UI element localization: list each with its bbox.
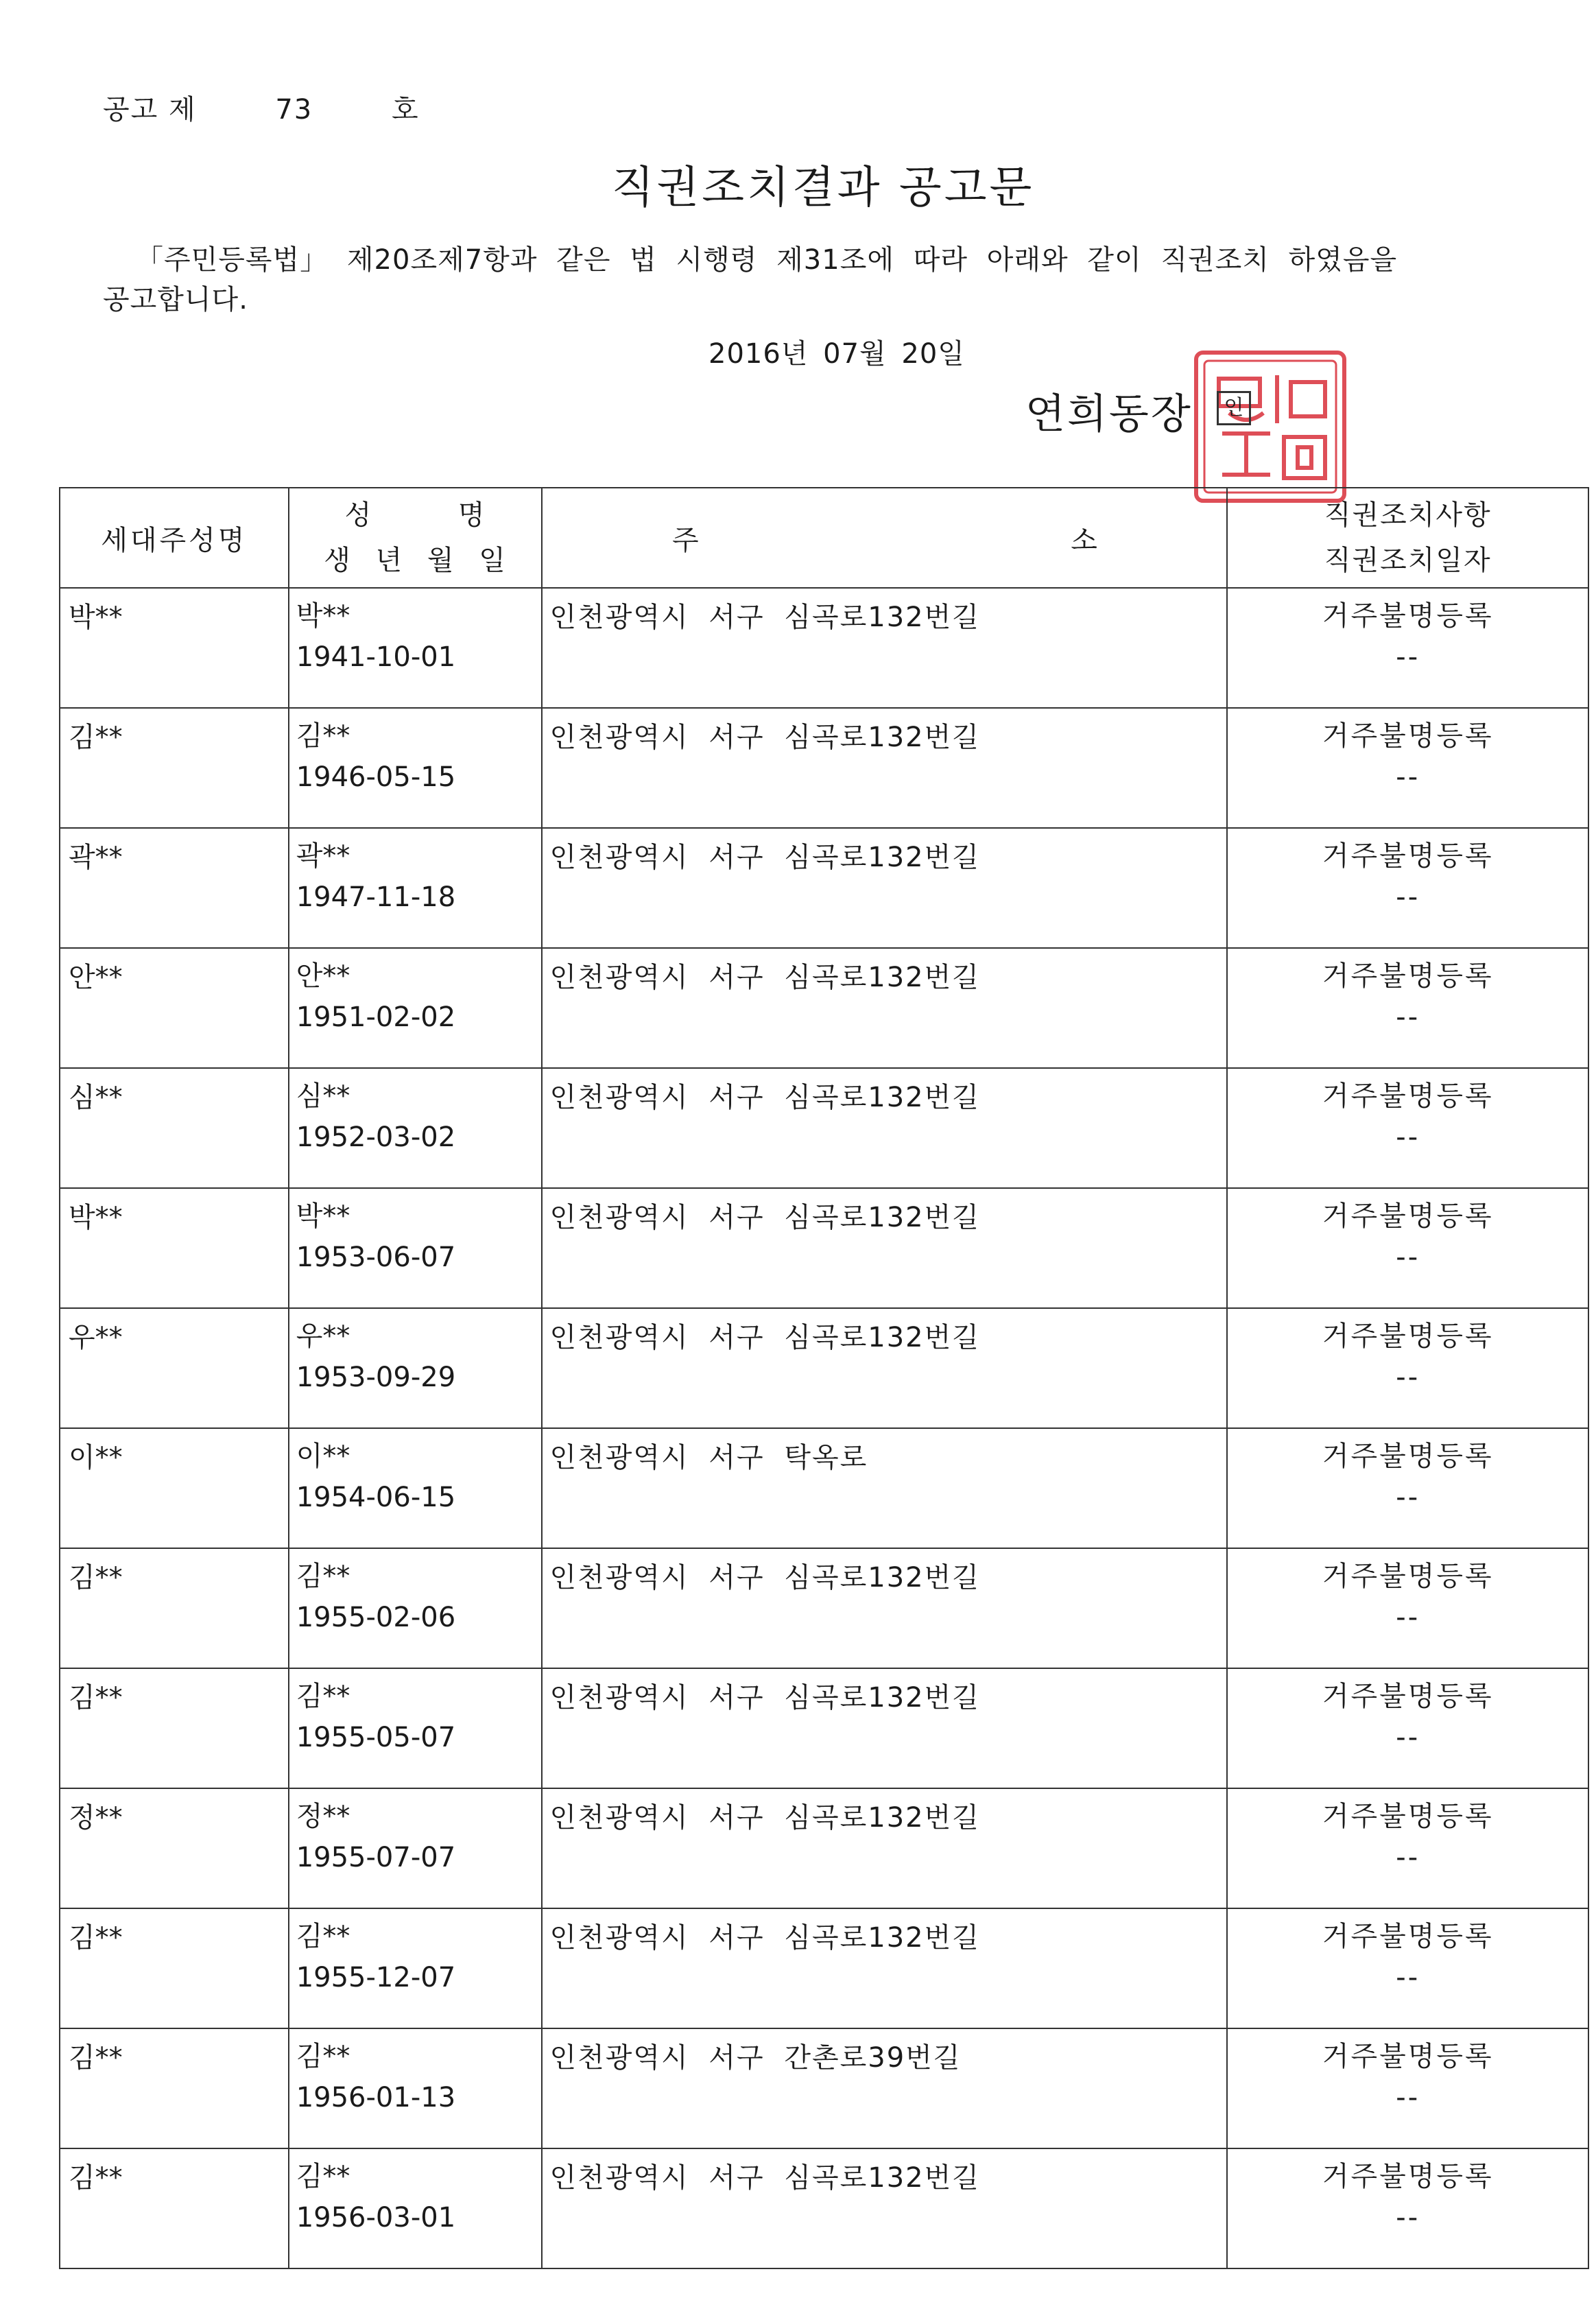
cell-action: [1227, 1428, 1588, 1548]
cell-action-date: --: [1396, 761, 1420, 793]
cell-action-date: --: [1396, 1242, 1420, 1273]
cell-birth: 1956-01-13: [296, 2082, 456, 2113]
cell-name: 김**: [296, 1681, 350, 1712]
header-birth: 생 년 월 일: [324, 545, 507, 576]
cell-name: 박**: [296, 1200, 350, 1232]
cell-action: [1227, 2148, 1588, 2268]
cell-household-head: 김**: [60, 1548, 289, 1668]
table-row: [60, 1308, 1588, 1428]
cell-birth: 1952-03-02: [296, 1122, 456, 1153]
cell-action-type: 거주불명등록: [1322, 1200, 1494, 1232]
cell-address: 인천광역시 서구 심곡로132번길: [542, 1068, 1227, 1188]
cell-action-date: --: [1396, 2202, 1420, 2233]
cell-birth: 1946-05-15: [296, 761, 456, 793]
cell-action-type: 거주불명등록: [1322, 720, 1494, 752]
cell-name-birth: [289, 828, 543, 948]
seal-mark: 인: [1217, 391, 1251, 425]
cell-household-head: 곽**: [60, 828, 289, 948]
action-table: [59, 487, 1589, 2269]
cell-birth: 1953-09-29: [296, 1362, 456, 1393]
cell-name: 김**: [296, 1921, 350, 1952]
cell-household-head: 심**: [60, 1068, 289, 1188]
cell-name-birth: [289, 948, 543, 1068]
cell-address: 인천광역시 서구 심곡로132번길: [542, 1908, 1227, 2028]
cell-name: 곽**: [296, 840, 350, 872]
cell-action-type: 거주불명등록: [1322, 2041, 1494, 2072]
cell-birth: 1941-10-01: [296, 641, 456, 673]
cell-name: 우**: [296, 1320, 350, 1352]
cell-address: 인천광역시 서구 심곡로132번길: [542, 1668, 1227, 1788]
official-seal-icon: [1188, 344, 1353, 509]
cell-action-date: --: [1396, 1002, 1420, 1033]
table-header-row: [60, 488, 1588, 588]
table-row: [60, 828, 1588, 948]
header-household-head: 세대주성명: [60, 488, 289, 588]
official-title: 연희동장: [1025, 390, 1193, 438]
cell-action-type: 거주불명등록: [1322, 1561, 1494, 1592]
cell-action-date: --: [1396, 1842, 1420, 1873]
cell-household-head: 박**: [60, 588, 289, 708]
cell-action-type: 거주불명등록: [1322, 840, 1494, 872]
header-name: 성 명: [344, 499, 486, 531]
notice-suffix: 호: [391, 94, 420, 126]
table-row: [60, 1788, 1588, 1908]
cell-action-type: 거주불명등록: [1322, 1681, 1494, 1712]
notice-prefix: 공고 제: [103, 94, 197, 126]
cell-action-type: 거주불명등록: [1322, 960, 1494, 992]
cell-name: 이**: [296, 1441, 350, 1472]
cell-name: 안**: [296, 960, 350, 992]
cell-name-birth: [289, 588, 543, 708]
cell-address: 인천광역시 서구 심곡로132번길: [542, 588, 1227, 708]
cell-action: [1227, 708, 1588, 828]
cell-birth: 1955-07-07: [296, 1842, 456, 1873]
cell-address: 인천광역시 서구 심곡로132번길: [542, 948, 1227, 1068]
cell-action-type: 거주불명등록: [1322, 1801, 1494, 1832]
cell-household-head: 김**: [60, 1668, 289, 1788]
cell-name-birth: [289, 1788, 543, 1908]
table-row: [60, 588, 1588, 708]
header-action: [1227, 488, 1588, 588]
cell-action-type: 거주불명등록: [1322, 1441, 1494, 1472]
cell-action-date: --: [1396, 1602, 1420, 1633]
cell-address: 인천광역시 서구 심곡로132번길: [542, 708, 1227, 828]
cell-action-type: 거주불명등록: [1322, 1921, 1494, 1952]
table-row: [60, 1068, 1588, 1188]
cell-birth: 1954-06-15: [296, 1482, 456, 1513]
cell-household-head: 안**: [60, 948, 289, 1068]
cell-household-head: 이**: [60, 1428, 289, 1548]
cell-birth: 1951-02-02: [296, 1002, 456, 1033]
cell-birth: 1953-06-07: [296, 1242, 456, 1273]
cell-action-date: --: [1396, 881, 1420, 913]
table-row: [60, 2028, 1588, 2148]
cell-address: 인천광역시 서구 심곡로132번길: [542, 1788, 1227, 1908]
cell-birth: 1947-11-18: [296, 881, 456, 913]
cell-action: [1227, 1668, 1588, 1788]
cell-household-head: 정**: [60, 1788, 289, 1908]
table-row: [60, 1548, 1588, 1668]
cell-action: [1227, 1548, 1588, 1668]
intro-paragraph: 「주민등록법」 제20조제7항과 같은 법 시행령 제31조에 따라 아래와 같이 직권조치 하였음을 공고합니다.: [103, 244, 1398, 316]
header-action-type: 직권조치사항: [1324, 499, 1492, 531]
table-row: [60, 1428, 1588, 1548]
cell-action: [1227, 948, 1588, 1068]
notice-number: 73: [275, 94, 313, 126]
cell-household-head: 박**: [60, 1188, 289, 1308]
cell-name-birth: [289, 2028, 543, 2148]
cell-action: [1227, 2028, 1588, 2148]
notice-number-line: [103, 88, 420, 127]
cell-household-head: 김**: [60, 2148, 289, 2268]
cell-action: [1227, 1788, 1588, 1908]
cell-action-type: 거주불명등록: [1322, 600, 1494, 632]
header-action-date: 직권조치일자: [1324, 545, 1492, 576]
cell-birth: 1955-12-07: [296, 1962, 456, 1993]
cell-action-date: --: [1396, 2082, 1420, 2113]
table-row: [60, 948, 1588, 1068]
cell-action-type: 거주불명등록: [1322, 1320, 1494, 1352]
header-address: 주 소: [542, 488, 1227, 588]
cell-address: 인천광역시 서구 심곡로132번길: [542, 828, 1227, 948]
page-title: 직권조치결과 공고문: [611, 163, 1035, 213]
table-row: [60, 708, 1588, 828]
cell-name: 박**: [296, 600, 350, 632]
cell-birth: 1956-03-01: [296, 2202, 456, 2233]
table-row: [60, 1668, 1588, 1788]
cell-name-birth: [289, 2148, 543, 2268]
cell-name: 정**: [296, 1801, 350, 1832]
cell-action-date: --: [1396, 1122, 1420, 1153]
cell-action-date: --: [1396, 1362, 1420, 1393]
table-row: [60, 2148, 1588, 2268]
cell-name: 김**: [296, 720, 350, 752]
cell-birth: 1955-02-06: [296, 1602, 456, 1633]
cell-address: 인천광역시 서구 심곡로132번길: [542, 1308, 1227, 1428]
cell-address: 인천광역시 서구 탁옥로: [542, 1428, 1227, 1548]
cell-address: 인천광역시 서구 심곡로132번길: [542, 1548, 1227, 1668]
cell-household-head: 우**: [60, 1308, 289, 1428]
cell-action-date: --: [1396, 1722, 1420, 1753]
cell-action: [1227, 1068, 1588, 1188]
cell-name-birth: [289, 1428, 543, 1548]
cell-name-birth: [289, 708, 543, 828]
cell-action: [1227, 588, 1588, 708]
cell-name-birth: [289, 1068, 543, 1188]
cell-action-date: --: [1396, 1482, 1420, 1513]
cell-action-type: 거주불명등록: [1322, 1080, 1494, 1112]
cell-address: 인천광역시 서구 간촌로39번길: [542, 2028, 1227, 2148]
header-name-birth: [289, 488, 543, 588]
cell-name-birth: [289, 1668, 543, 1788]
cell-name: 김**: [296, 2041, 350, 2072]
cell-name: 심**: [296, 1080, 350, 1112]
cell-action-date: --: [1396, 641, 1420, 673]
cell-action-type: 거주불명등록: [1322, 2161, 1494, 2192]
table-row: [60, 1188, 1588, 1308]
cell-action: [1227, 828, 1588, 948]
cell-address: 인천광역시 서구 심곡로132번길: [542, 1188, 1227, 1308]
cell-name: 김**: [296, 1561, 350, 1592]
cell-birth: 1955-05-07: [296, 1722, 456, 1753]
cell-action-date: --: [1396, 1962, 1420, 1993]
cell-household-head: 김**: [60, 1908, 289, 2028]
cell-name-birth: [289, 1308, 543, 1428]
table-row: [60, 1908, 1588, 2028]
cell-action: [1227, 1308, 1588, 1428]
cell-address: 인천광역시 서구 심곡로132번길: [542, 2148, 1227, 2268]
cell-household-head: 김**: [60, 2028, 289, 2148]
cell-name-birth: [289, 1188, 543, 1308]
notice-date: 2016년 07월 20일: [708, 338, 965, 370]
cell-name-birth: [289, 1548, 543, 1668]
cell-household-head: 김**: [60, 708, 289, 828]
cell-name-birth: [289, 1908, 543, 2028]
cell-action: [1227, 1908, 1588, 2028]
cell-action: [1227, 1188, 1588, 1308]
cell-name: 김**: [296, 2161, 350, 2192]
